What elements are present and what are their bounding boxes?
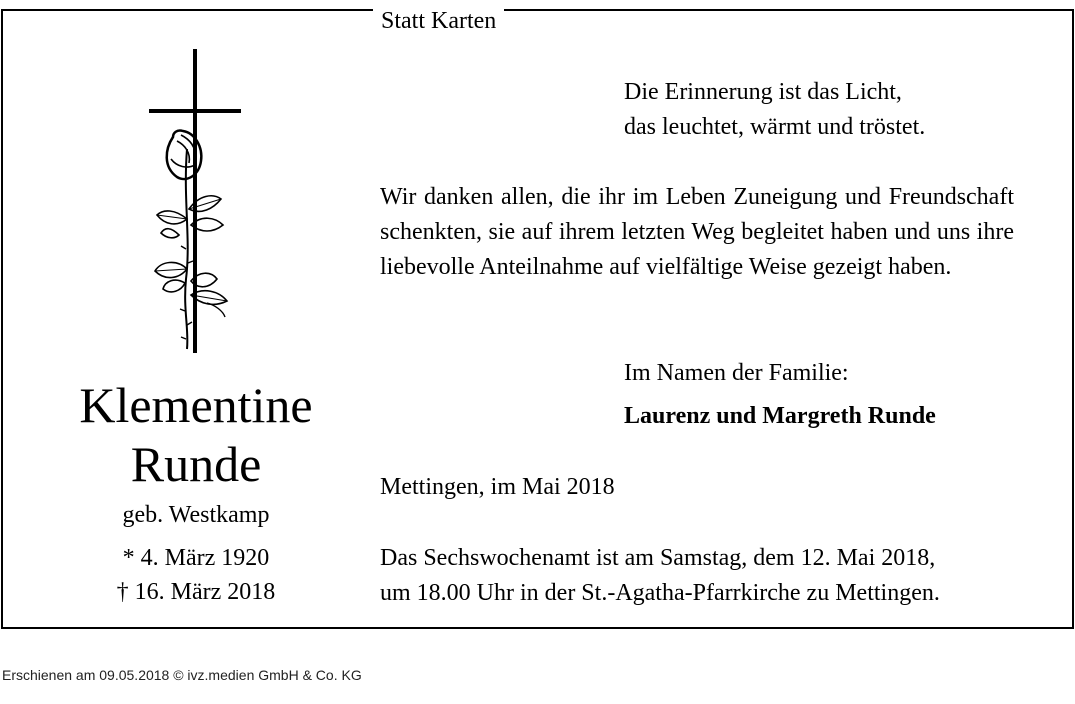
family-label: Im Namen der Familie: — [624, 360, 849, 386]
cross-with-rose-icon — [143, 49, 253, 355]
birth-date: * 4. März 1920 — [122, 545, 270, 571]
maiden-name: geb. Westkamp — [122, 502, 270, 528]
deceased-first-name: Klementine — [79, 377, 313, 433]
memorial-quote — [624, 75, 1054, 145]
quote-line: das leuchtet, wärmt und tröstet. — [624, 114, 926, 140]
service-line: Das Sechswochenamt ist am Samstag, dem 12. Mai 2018, — [380, 545, 936, 571]
service-line: um 18.00 Uhr in der St.-Agatha-Pfarrkirche zu Mettingen. — [380, 580, 940, 606]
service-info — [380, 541, 1020, 611]
header-label: Statt Karten — [373, 9, 504, 33]
thanks-paragraph: Wir danken allen, die ihr im Leben Zuneigung und Freundschaft schenkten, sie auf ihrem letzten Weg begleitet haben und uns ihre liebevolle Anteilnahme auf vielfältige Weise gezeigt haben. — [380, 184, 1014, 280]
obituary-frame — [1, 9, 1074, 629]
publication-footer: Erschienen am 09.05.2018 © ivz.medien GmbH & Co. KG — [2, 667, 362, 683]
death-date: † 16. März 2018 — [116, 579, 276, 605]
quote-line: Die Erinnerung ist das Licht, — [624, 79, 902, 105]
deceased-last-name: Runde — [130, 436, 262, 492]
family-names: Laurenz und Margreth Runde — [624, 403, 936, 429]
place-date: Mettingen, im Mai 2018 — [380, 474, 615, 500]
